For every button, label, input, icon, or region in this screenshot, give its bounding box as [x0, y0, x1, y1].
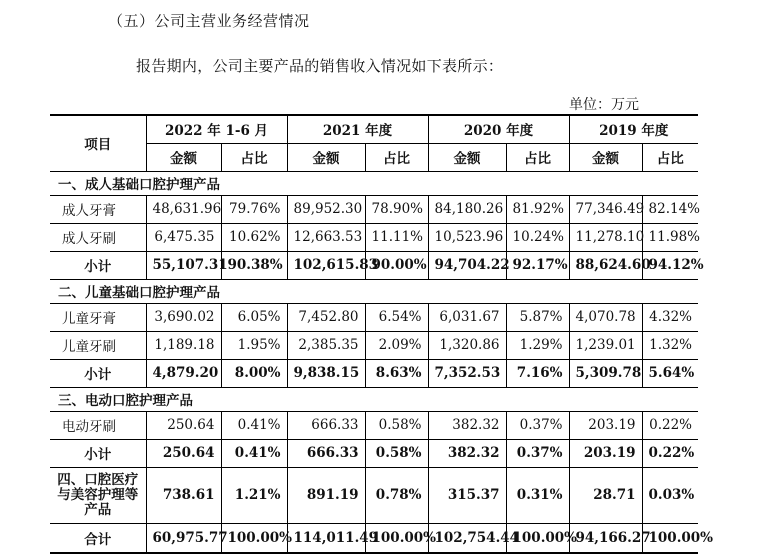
- ratio-header: 占比: [642, 143, 698, 171]
- ratio-cell: 78.90%: [365, 195, 428, 223]
- amount-cell: 114,011.49: [287, 523, 365, 553]
- amount-cell: 84,180.26: [428, 195, 506, 223]
- amount-cell: 666.33: [287, 439, 365, 467]
- table-row: [50, 195, 698, 223]
- ratio-cell: 11.11%: [365, 223, 428, 251]
- ratio-header: 占比: [221, 143, 287, 171]
- total-label: 合计: [50, 523, 146, 553]
- amount-cell: 9,838.15: [287, 359, 365, 387]
- ratio-cell: 0.03%: [642, 467, 698, 523]
- ratio-header: 占比: [506, 143, 569, 171]
- amount-cell: 48,631.96: [146, 195, 221, 223]
- amount-cell: 250.64: [146, 439, 221, 467]
- ratio-cell: 0.37%: [506, 439, 569, 467]
- total-row: [50, 523, 698, 553]
- table-row: [50, 303, 698, 331]
- amount-cell: 7,452.80: [287, 303, 365, 331]
- amount-cell: 10,523.96: [428, 223, 506, 251]
- table-row: [50, 331, 698, 359]
- amount-cell: 89,952.30: [287, 195, 365, 223]
- ratio-cell: 90.38%: [221, 251, 287, 279]
- row-label: 成人牙膏: [50, 195, 146, 223]
- ratio-cell: 6.54%: [365, 303, 428, 331]
- ratio-cell: 0.41%: [221, 439, 287, 467]
- row-label: 电动牙刷: [50, 411, 146, 439]
- ratio-cell: 2.09%: [365, 331, 428, 359]
- amount-header: 金额: [569, 143, 642, 171]
- ratio-cell: 5.64%: [642, 359, 698, 387]
- ratio-cell: 0.58%: [365, 439, 428, 467]
- ratio-cell: 82.14%: [642, 195, 698, 223]
- amount-cell: 3,690.02: [146, 303, 221, 331]
- other-products-row: [50, 467, 698, 523]
- ratio-cell: 8.00%: [221, 359, 287, 387]
- amount-cell: 1,189.18: [146, 331, 221, 359]
- intro-text: 报告期内，公司主要产品的销售收入情况如下表所示：: [136, 57, 504, 75]
- ratio-cell: 0.58%: [365, 411, 428, 439]
- period-header: 2019 年度: [569, 115, 698, 143]
- ratio-cell: 0.78%: [365, 467, 428, 523]
- amount-cell: 12,663.53: [287, 223, 365, 251]
- section-title: （五）公司主营业务经营情况: [108, 12, 310, 30]
- ratio-cell: 90.00%: [365, 251, 428, 279]
- subtotal-label: 小计: [50, 439, 146, 467]
- header-row-sub: [50, 143, 698, 171]
- amount-cell: 55,107.31: [146, 251, 221, 279]
- subtotal-row: [50, 439, 698, 467]
- ratio-cell: 10.62%: [221, 223, 287, 251]
- amount-cell: 891.19: [287, 467, 365, 523]
- amount-header: 金额: [428, 143, 506, 171]
- ratio-cell: 100.00%: [506, 523, 569, 553]
- category-title: 三、电动口腔护理产品: [50, 387, 698, 411]
- amount-cell: 88,624.60: [569, 251, 642, 279]
- amount-cell: 203.19: [569, 411, 642, 439]
- amount-cell: 6,475.35: [146, 223, 221, 251]
- subtotal-label: 小计: [50, 251, 146, 279]
- amount-cell: 382.32: [428, 439, 506, 467]
- other-products-label: 四、口腔医疗与美容护理等产品: [50, 467, 146, 523]
- category-title: 一、成人基础口腔护理产品: [50, 171, 698, 195]
- ratio-cell: 11.98%: [642, 223, 698, 251]
- amount-cell: 77,346.49: [569, 195, 642, 223]
- period-header: 2020 年度: [428, 115, 569, 143]
- amount-cell: 738.61: [146, 467, 221, 523]
- ratio-cell: 0.37%: [506, 411, 569, 439]
- header-row-periods: [50, 115, 698, 143]
- ratio-cell: 1.21%: [221, 467, 287, 523]
- ratio-cell: 4.32%: [642, 303, 698, 331]
- amount-cell: 102,754.44: [428, 523, 506, 553]
- amount-cell: 102,615.83: [287, 251, 365, 279]
- amount-cell: 60,975.77: [146, 523, 221, 553]
- revenue-table: [50, 114, 714, 554]
- ratio-cell: 7.16%: [506, 359, 569, 387]
- ratio-cell: 0.22%: [642, 411, 698, 439]
- ratio-cell: 100.00%: [221, 523, 287, 553]
- ratio-cell: 8.63%: [365, 359, 428, 387]
- amount-cell: 315.37: [428, 467, 506, 523]
- ratio-cell: 10.24%: [506, 223, 569, 251]
- ratio-cell: 81.92%: [506, 195, 569, 223]
- amount-cell: 250.64: [146, 411, 221, 439]
- ratio-cell: 1.32%: [642, 331, 698, 359]
- amount-cell: 1,239.01: [569, 331, 642, 359]
- row-label: 成人牙刷: [50, 223, 146, 251]
- category-row: [50, 279, 698, 303]
- amount-cell: 94,704.22: [428, 251, 506, 279]
- ratio-cell: 6.05%: [221, 303, 287, 331]
- amount-cell: 382.32: [428, 411, 506, 439]
- amount-cell: 94,166.27: [569, 523, 642, 553]
- ratio-cell: 100.00%: [642, 523, 698, 553]
- subtotal-row: [50, 251, 698, 279]
- amount-cell: 11,278.10: [569, 223, 642, 251]
- table-row: [50, 223, 698, 251]
- unit-label: 单位：万元: [569, 97, 639, 113]
- ratio-cell: 0.41%: [221, 411, 287, 439]
- ratio-cell: 1.29%: [506, 331, 569, 359]
- row-label: 儿童牙膏: [50, 303, 146, 331]
- ratio-cell: 0.22%: [642, 439, 698, 467]
- subtotal-row: [50, 359, 698, 387]
- amount-cell: 1,320.86: [428, 331, 506, 359]
- ratio-cell: 92.17%: [506, 251, 569, 279]
- amount-cell: 7,352.53: [428, 359, 506, 387]
- item-header: 项目: [50, 115, 146, 171]
- amount-cell: 4,070.78: [569, 303, 642, 331]
- ratio-header: 占比: [365, 143, 428, 171]
- amount-cell: 28.71: [569, 467, 642, 523]
- amount-header: 金额: [287, 143, 365, 171]
- amount-cell: 6,031.67: [428, 303, 506, 331]
- category-row: [50, 387, 698, 411]
- ratio-cell: 100.00%: [365, 523, 428, 553]
- amount-header: 金额: [146, 143, 221, 171]
- amount-cell: 5,309.78: [569, 359, 642, 387]
- table-row: [50, 411, 698, 439]
- subtotal-label: 小计: [50, 359, 146, 387]
- ratio-cell: 79.76%: [221, 195, 287, 223]
- row-label: 儿童牙刷: [50, 331, 146, 359]
- amount-cell: 203.19: [569, 439, 642, 467]
- category-row: [50, 171, 698, 195]
- ratio-cell: 94.12%: [642, 251, 698, 279]
- ratio-cell: 0.31%: [506, 467, 569, 523]
- amount-cell: 666.33: [287, 411, 365, 439]
- period-header: 2022 年 1-6 月: [146, 115, 287, 143]
- category-title: 二、儿童基础口腔护理产品: [50, 279, 698, 303]
- period-header: 2021 年度: [287, 115, 428, 143]
- amount-cell: 4,879.20: [146, 359, 221, 387]
- ratio-cell: 5.87%: [506, 303, 569, 331]
- amount-cell: 2,385.35: [287, 331, 365, 359]
- ratio-cell: 1.95%: [221, 331, 287, 359]
